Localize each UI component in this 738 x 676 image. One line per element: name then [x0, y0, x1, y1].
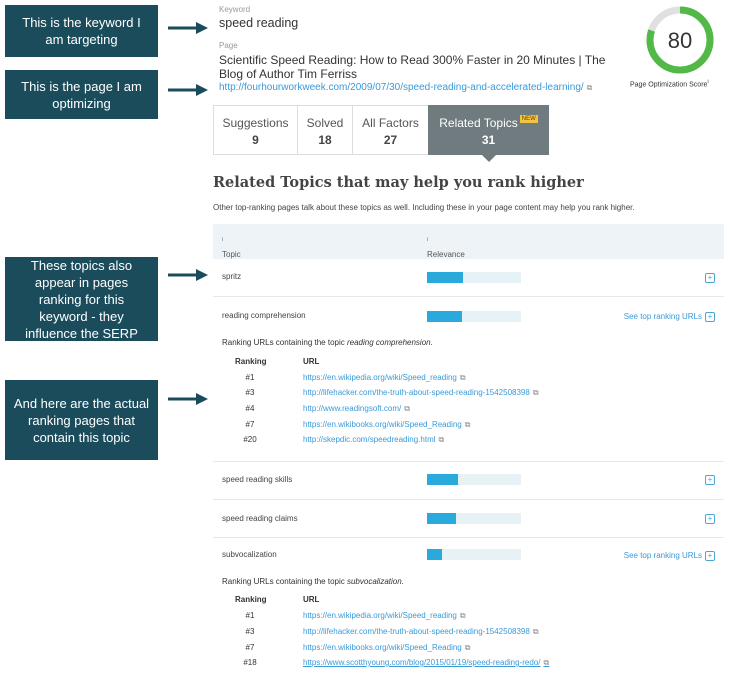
ranking-url-link[interactable]: https://en.wikibooks.org/wiki/Speed_Reading [303, 643, 462, 652]
external-link-icon[interactable]: ⧉ [459, 611, 466, 620]
keyword-label: Keyword [219, 5, 251, 14]
see-top-ranking-urls-link[interactable]: See top ranking URLs [623, 551, 702, 560]
external-link-icon[interactable]: ⧉ [438, 435, 445, 444]
external-link-icon[interactable]: ⧉ [586, 83, 593, 92]
ranking-intro-topic: subvocalization. [346, 577, 404, 586]
relevance-bar [427, 474, 521, 485]
ranking-intro-text: Ranking URLs containing the topic [222, 338, 345, 347]
keyword-value: speed reading [219, 16, 299, 30]
callout-keyword: This is the keyword I am targeting [5, 5, 158, 57]
ranking-number: #3 [245, 388, 255, 397]
page-url-link[interactable]: http://fourhourworkweek.com/2009/07/30/speed-reading-and-accelerated-learning/ [219, 82, 584, 93]
ranking-number: #1 [245, 373, 255, 382]
tab-label: All Factors [362, 116, 419, 130]
ranking-number: #20 [243, 435, 257, 444]
topic-name: reading comprehension [222, 311, 306, 320]
callout-topics: These topics also appear in pages ranking for this keyword - they influence the SERP [5, 257, 158, 341]
tab-label: Suggestions [222, 116, 289, 130]
ranking-number: #7 [245, 420, 255, 429]
relevance-bar-fill [427, 474, 458, 485]
ranking-intro [222, 338, 433, 347]
tab-all-factors[interactable] [352, 105, 428, 155]
topic-row-spritz [213, 260, 724, 296]
topic-row-speed-reading-claims [213, 500, 724, 537]
ranking-url-row[interactable] [303, 404, 410, 414]
page-title: Scientific Speed Reading: How to Read 300% Faster in 20 Minutes | The Blog of Author Tim Ferriss [219, 53, 606, 81]
topic-row-subvocalization [213, 538, 724, 572]
ranking-column-header: Ranking [235, 357, 267, 366]
ranking-intro-topic: reading comprehension. [346, 338, 433, 347]
ranking-url-row[interactable] [303, 435, 444, 445]
see-top-ranking-urls-link[interactable]: See top ranking URLs [623, 312, 702, 321]
relevance-bar [427, 549, 521, 560]
tab-bar [213, 105, 549, 155]
expand-icon[interactable]: + [705, 514, 715, 524]
external-link-icon[interactable]: ⧉ [532, 388, 539, 397]
tab-solved[interactable] [297, 105, 352, 155]
expand-icon[interactable]: + [705, 475, 715, 485]
expand-icon[interactable]: + [705, 312, 715, 322]
ranking-url-row[interactable] [303, 643, 470, 653]
ranking-url-link[interactable]: http://lifehacker.com/the-truth-about-speed-reading-1542508398 [303, 627, 530, 636]
info-icon[interactable]: i [707, 79, 709, 85]
ranking-url-row[interactable] [303, 627, 539, 637]
tab-count: 9 [252, 133, 259, 147]
external-link-icon[interactable]: ⧉ [543, 658, 550, 667]
arrow-icon [168, 393, 208, 403]
ranking-url-link[interactable]: http://www.readingsoft.com/ [303, 404, 402, 413]
external-link-icon[interactable]: ⧉ [404, 404, 410, 413]
tab-count: 31 [481, 133, 496, 147]
ranking-url-link[interactable]: https://en.wikibooks.org/wiki/Speed_Reading [303, 420, 462, 429]
tab-count: 27 [383, 133, 398, 147]
ranking-url-link[interactable]: http://skepdic.com/speedreading.html [303, 435, 436, 444]
topic-name: speed reading skills [222, 475, 293, 484]
topic-name: spritz [222, 272, 242, 281]
tab-label-text: Related Topics [439, 116, 518, 130]
relevance-bar [427, 513, 521, 524]
arrow-icon [168, 269, 208, 279]
tab-related-topics[interactable] [428, 105, 549, 155]
external-link-icon[interactable]: ⧉ [459, 373, 466, 382]
expand-icon[interactable]: + [705, 551, 715, 561]
page-url-row[interactable] [219, 82, 592, 93]
tab-label: Solved [306, 116, 344, 130]
tab-label [429, 116, 548, 130]
ranking-number: #7 [245, 643, 255, 652]
ranking-url-row[interactable] [303, 373, 466, 383]
external-link-icon[interactable]: ⧉ [464, 420, 471, 429]
expand-icon[interactable]: + [705, 273, 715, 283]
ranking-intro [222, 577, 404, 586]
tab-count: 18 [318, 133, 332, 147]
ranking-column-header: Ranking [235, 595, 267, 604]
new-badge: NEW [521, 116, 536, 122]
ranking-url-link[interactable]: https://www.scotthyoung.com/blog/2015/01/19/speed-reading-redo/ [303, 658, 541, 667]
relevance-bar [427, 311, 521, 322]
relevance-bar-fill [427, 513, 456, 524]
topics-table-header [213, 224, 724, 259]
ranking-number: #4 [245, 404, 255, 413]
external-link-icon[interactable]: ⧉ [464, 643, 471, 652]
ranking-url-row[interactable] [303, 388, 539, 398]
topic-name: speed reading claims [222, 514, 298, 523]
ranking-url-row[interactable] [303, 658, 549, 668]
relevance-header-text: Relevance [427, 250, 465, 259]
topic-row-reading-comprehension [213, 297, 724, 333]
arrow-icon [168, 84, 208, 94]
callout-page: This is the page I am optimizing [5, 70, 158, 119]
relevance-bar-fill [427, 272, 463, 283]
ranking-url-link[interactable]: http://lifehacker.com/the-truth-about-speed-reading-1542508398 [303, 388, 530, 397]
score-label-text: Page Optimization Score [630, 81, 708, 89]
section-heading: Related Topics that may help you rank higher [213, 174, 584, 191]
topic-header-text: Topic [222, 250, 241, 259]
relevance-bar [427, 272, 521, 283]
ranking-intro-text: Ranking URLs containing the topic [222, 577, 345, 586]
info-icon[interactable]: i [222, 237, 224, 243]
relevance-column-header [427, 237, 465, 259]
url-column-header: URL [303, 595, 320, 604]
topic-row-speed-reading-skills [213, 462, 724, 498]
section-description: Other top-ranking pages talk about these topics as well. Including these in your page content may help you rank higher. [213, 203, 635, 212]
score-ring [646, 6, 714, 74]
ranking-url-link[interactable]: https://en.wikipedia.org/wiki/Speed_reading [303, 611, 457, 620]
score-value: 80 [667, 28, 693, 53]
tab-suggestions[interactable] [213, 105, 297, 155]
ranking-url-row[interactable] [303, 420, 470, 430]
url-column-header: URL [303, 357, 320, 366]
ranking-number: #1 [245, 611, 255, 620]
ranking-url-row[interactable] [303, 611, 466, 621]
ranking-number: #3 [245, 627, 255, 636]
external-link-icon[interactable]: ⧉ [532, 627, 539, 636]
callout-ranking-pages: And here are the actual ranking pages that contain this topic [5, 380, 158, 460]
page-label: Page [219, 41, 238, 50]
relevance-bar-fill [427, 549, 442, 560]
relevance-bar-fill [427, 311, 462, 322]
ranking-number: #18 [243, 658, 257, 667]
arrow-icon [168, 22, 208, 32]
score-label [630, 79, 709, 88]
topic-column-header [222, 237, 241, 259]
topic-name: subvocalization [222, 550, 277, 559]
info-icon[interactable]: i [427, 237, 429, 243]
ranking-url-link[interactable]: https://en.wikipedia.org/wiki/Speed_reading [303, 373, 457, 382]
active-tab-pointer [482, 155, 496, 162]
